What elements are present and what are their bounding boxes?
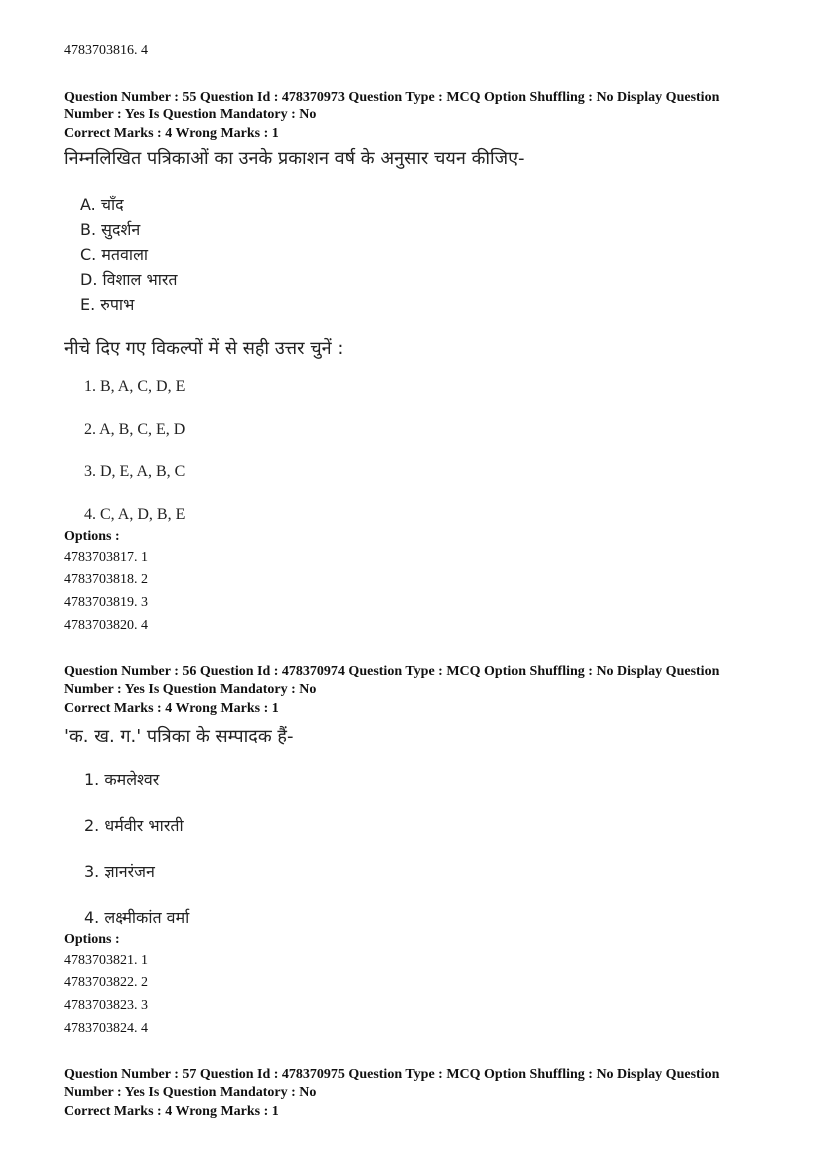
q56-option-2: 4783703822. 2 <box>64 975 148 990</box>
q56-options-label: Options : <box>64 932 120 947</box>
q55-item-a: A. चाँद <box>80 195 124 214</box>
q55-choice-1: 1. B, A, C, D, E <box>84 378 186 395</box>
q57-header-line2: Number : Yes Is Question Mandatory : No <box>64 1085 317 1100</box>
q55-option-4: 4783703820. 4 <box>64 618 148 633</box>
q55-item-d: D. विशाल भारत <box>80 270 178 289</box>
q56-choice-3: 3. ज्ञानरंजन <box>84 862 155 881</box>
q55-question-text: निम्नलिखित पत्रिकाओं का उनके प्रकाशन वर्ष के अनुसार चयन कीजिए- <box>64 148 525 169</box>
q55-option-3: 4783703819. 3 <box>64 595 148 610</box>
q55-item-e: E. रुपाभ <box>80 295 135 314</box>
q56-marks: Correct Marks : 4 Wrong Marks : 1 <box>64 701 279 716</box>
q56-header-line2: Number : Yes Is Question Mandatory : No <box>64 682 317 697</box>
q56-choice-2: 2. धर्मवीर भारती <box>84 816 184 835</box>
q55-instruction: नीचे दिए गए विकल्पों में से सही उत्तर चुनें : <box>64 338 344 359</box>
q55-option-1: 4783703817. 1 <box>64 550 148 565</box>
q55-item-b: B. सुदर्शन <box>80 220 141 239</box>
q55-option-2: 4783703818. 2 <box>64 572 148 587</box>
q56-option-1: 4783703821. 1 <box>64 953 148 968</box>
option-carryover: 4783703816. 4 <box>64 43 148 58</box>
q55-item-c: C. मतवाला <box>80 245 149 264</box>
q55-choice-2: 2. A, B, C, E, D <box>84 421 186 438</box>
q56-header-line1: Question Number : 56 Question Id : 478370974 Question Type : MCQ Option Shuffling : No Display Question <box>64 664 720 679</box>
q55-choice-4: 4. C, A, D, B, E <box>84 506 186 523</box>
q55-choice-3: 3. D, E, A, B, C <box>84 463 186 480</box>
q56-question-text: 'क. ख. ग.' पत्रिका के सम्पादक हैं- <box>64 726 294 747</box>
q55-options-label: Options : <box>64 529 120 544</box>
q56-choice-1: 1. कमलेश्वर <box>84 770 160 789</box>
q56-choice-4: 4. लक्ष्मीकांत वर्मा <box>84 908 190 927</box>
q57-header-line1: Question Number : 57 Question Id : 478370975 Question Type : MCQ Option Shuffling : No Display Question <box>64 1067 720 1082</box>
q55-header-line2: Number : Yes Is Question Mandatory : No <box>64 107 317 122</box>
q56-option-3: 4783703823. 3 <box>64 998 148 1013</box>
q57-marks: Correct Marks : 4 Wrong Marks : 1 <box>64 1104 279 1119</box>
q56-option-4: 4783703824. 4 <box>64 1021 148 1036</box>
q55-marks: Correct Marks : 4 Wrong Marks : 1 <box>64 126 279 141</box>
q55-header-line1: Question Number : 55 Question Id : 478370973 Question Type : MCQ Option Shuffling : No Display Question <box>64 90 720 105</box>
